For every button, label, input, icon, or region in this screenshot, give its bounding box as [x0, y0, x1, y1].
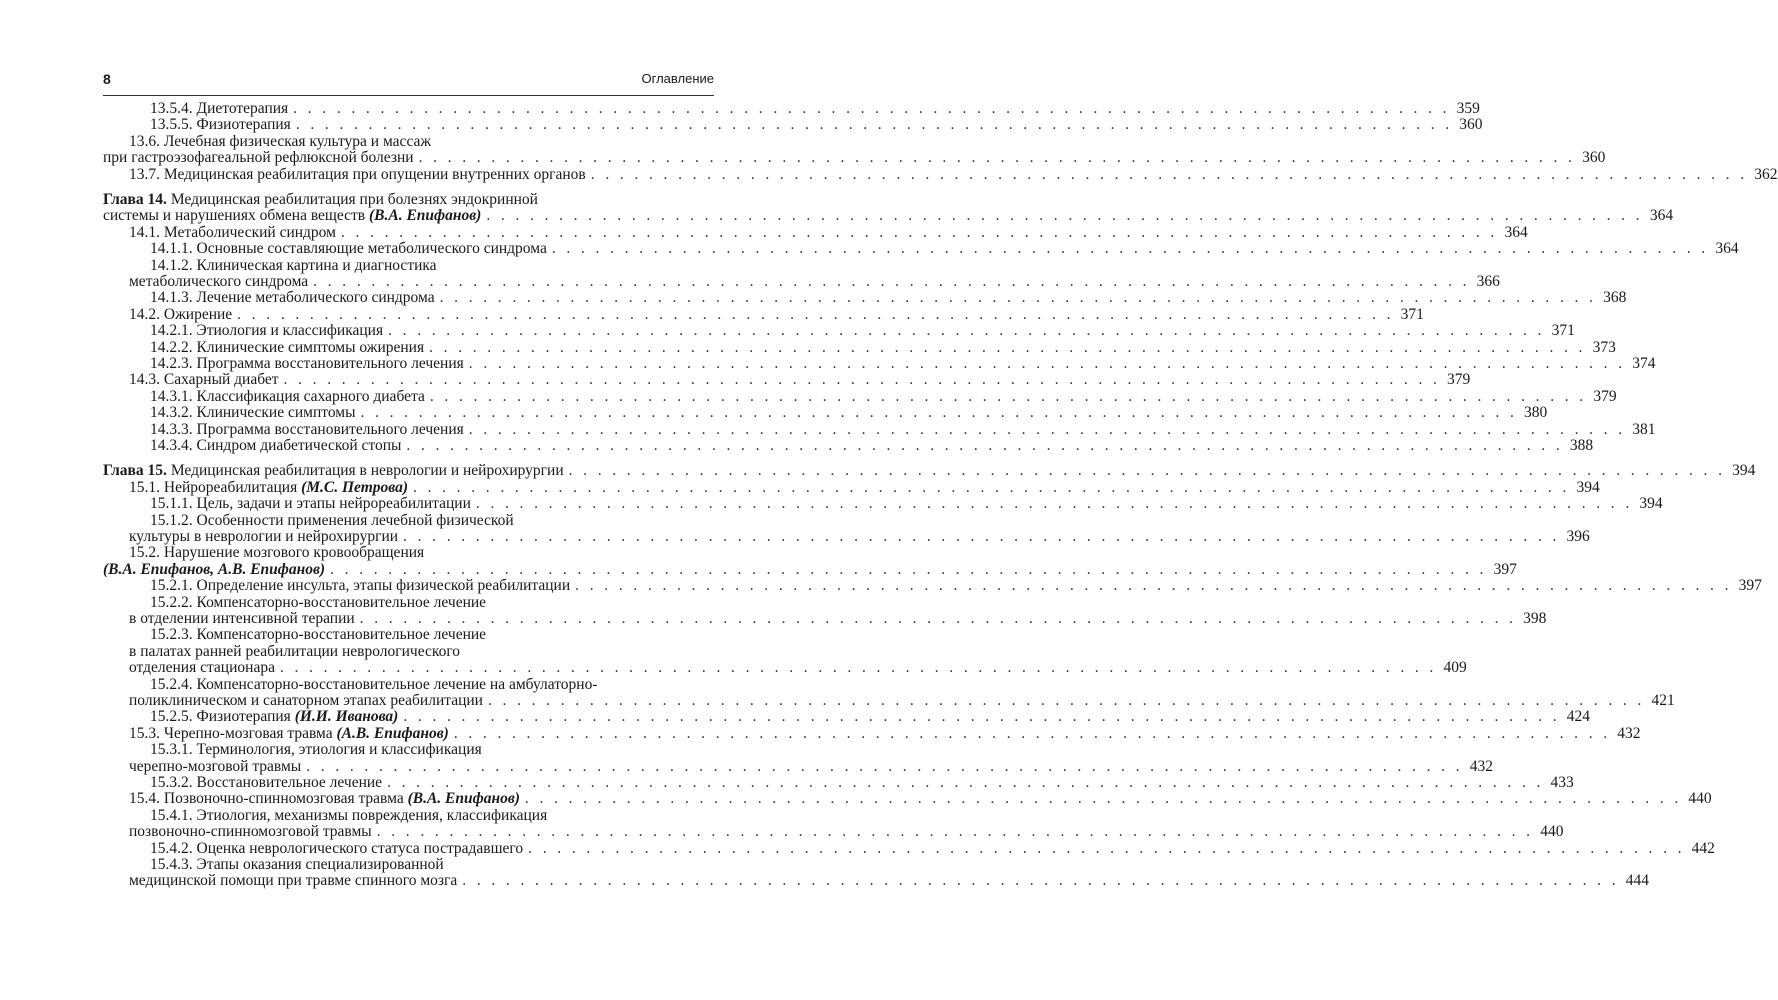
entry-title: 15.4. Позвоночно-спинномозговая травма	[129, 790, 408, 808]
entry-title: 15.1.2. Особенности применения лечебной физической	[150, 511, 514, 529]
toc-entry-text	[129, 306, 232, 323]
entry-author: (В.А. Епифанов)	[368, 207, 482, 225]
toc-entry-line	[150, 387, 1617, 405]
dot-leader: . . . . . . . . . . . . . . . . . . . . . . . . . . . . . . . . . . . . . . . . . . . . . . . . . . . . . . . . . . . . . . . . . . . . . . . . . . . . . . . .	[306, 757, 1463, 775]
entry-author: (В.А. Епифанов)	[407, 790, 520, 808]
toc-entry-text	[150, 741, 482, 758]
toc-entry-text	[150, 774, 382, 791]
entry-title: черепно-мозговой травмы	[129, 757, 302, 775]
page-ref: 379	[1593, 387, 1617, 405]
entry-title: 14.3.1. Классификация сахарного диабета	[150, 387, 425, 405]
toc-entry-text	[129, 479, 408, 496]
toc-entry-line	[150, 257, 713, 274]
dot-leader: . . . . . . . . . . . . . . . . . . . . . . . . . . . . . . . . . . . . . . . . . . . . . . . . . . . . . . . . . . . . . . . . . . . . . . . . . . . . . . . .	[439, 289, 1597, 307]
toc-entry-line	[150, 676, 713, 693]
toc-entry-text	[150, 116, 291, 133]
toc-entry-text	[129, 692, 483, 709]
entry-title: 15.2.3. Компенсаторно-восстановительное лечение	[150, 626, 487, 644]
entry-title: 14.3. Сахарный диабет	[129, 371, 279, 389]
entry-title: 14.3.2. Клинические симптомы	[150, 404, 356, 422]
toc-entry-line	[150, 577, 1762, 595]
toc-entry-text	[129, 544, 424, 561]
toc-entry-line	[150, 289, 1627, 307]
page-ref: 432	[1617, 724, 1641, 742]
toc-entry-line	[129, 371, 1471, 389]
toc-entry-text	[150, 404, 356, 421]
toc-entry-text	[150, 577, 570, 594]
dot-leader: . . . . . . . . . . . . . . . . . . . . . . . . . . . . . . . . . . . . . . . . . . . . . . . . . . . . . . . . . . . . . . . . . . . . . . . . . . . . . . . .	[388, 322, 1545, 340]
toc-entry-line	[129, 790, 1712, 808]
toc-entry-text	[129, 643, 460, 660]
entry-title: 14.2.1. Этиология и классификация	[150, 322, 384, 340]
entry-title: Медицинская реабилитация в неврологии и нейрохирургии	[166, 462, 564, 480]
entry-title: 15.1. Нейрореабилитация	[129, 478, 302, 496]
page-ref: 360	[1582, 149, 1606, 167]
dot-leader: . . . . . . . . . . . . . . . . . . . . . . . . . . . . . . . . . . . . . . . . . . . . . . . . . . . . . . . . . . . . . . . . . . . . . . . . . . . . . . . .	[359, 610, 1517, 627]
chapter-label: Глава 14.	[103, 191, 167, 208]
page-ref: 442	[1691, 839, 1715, 857]
page-ref: 394	[1639, 495, 1663, 513]
toc-entry-text	[150, 512, 514, 529]
toc-entry-text	[150, 807, 547, 824]
toc-entry-text	[129, 273, 308, 290]
page-ref: 379	[1447, 371, 1471, 389]
dot-leader: . . . . . . . . . . . . . . . . . . . . . . . . . . . . . . . . . . . . . . . . . . . . . . . . . . . . . . . . . . . . . . . . . . . . . . . . . . . . . . . .	[376, 823, 1534, 841]
page-ref: 409	[1443, 659, 1467, 677]
dot-leader: . . . . . . . . . . . . . . . . . . . . . . . . . . . . . . . . . . . . . . . . . . . . . . . . . . . . . . . . . . . . . . . . . . . . . . . . . . . . . . . .	[590, 165, 1748, 183]
toc-entry-line	[129, 478, 1600, 496]
dot-leader: . . . . . . . . . . . . . . . . . . . . . . . . . . . . . . . . . . . . . . . . . . . . . . . . . . . . . . . . . . . . . . . . . . . . . . . . . . . . . . . .	[237, 305, 1394, 323]
toc-entry-text	[150, 626, 486, 643]
page-ref: 364	[1504, 223, 1528, 241]
entry-title: 14.1.1. Основные составляющие метаболического синдрома	[150, 240, 547, 258]
toc-entry-line	[150, 594, 713, 611]
toc-entry-line	[150, 741, 713, 758]
entry-title: в отделении интенсивной терапии	[129, 610, 355, 627]
toc-entry-text	[103, 207, 481, 224]
toc-entry-text	[103, 191, 538, 208]
entry-title: 15.4.2. Оценка неврологического статуса пострадавшего	[150, 839, 524, 857]
toc-entry-line	[150, 404, 1548, 422]
toc-entry-text	[150, 421, 464, 438]
page-number: 8	[103, 71, 111, 87]
entry-title: 15.2.1. Определение инсульта, этапы физической реабилитации	[150, 577, 571, 595]
toc-entry-line	[150, 338, 1616, 356]
entry-title: позвоночно-спинномозговой травмы	[129, 823, 372, 841]
entry-title: 13.6. Лечебная физическая культура и массаж	[129, 132, 432, 150]
toc-entry-text	[150, 240, 547, 257]
toc-entry-text	[129, 166, 586, 183]
entry-title: 14.2. Ожирение	[129, 305, 233, 323]
entry-author: (М.С. Петрова)	[301, 478, 409, 496]
toc-entry-text	[103, 462, 564, 479]
toc-entry-line	[150, 420, 1656, 438]
toc-entry-line	[150, 355, 1656, 372]
entry-title: 15.1.1. Цель, задачи и этапы нейрореабилитации	[150, 495, 471, 513]
entry-title: Медицинская реабилитация при болезнях эндокринной	[166, 191, 538, 208]
toc-entry-line	[129, 528, 1590, 545]
page-ref: 368	[1603, 289, 1627, 307]
page-ref: 421	[1651, 692, 1675, 709]
entry-title: в палатах ранней реабилитации неврологического	[129, 642, 461, 660]
toc-entry-text	[150, 339, 424, 356]
toc-entry-line	[129, 643, 713, 660]
page-ref: 394	[1732, 462, 1756, 480]
dot-leader: . . . . . . . . . . . . . . . . . . . . . . . . . . . . . . . . . . . . . . . . . . . . . . . . . . . . . . . . . . . . . . . . . . . . . . . . . . . . . . . .	[568, 462, 1726, 480]
toc-entry-line	[150, 807, 713, 824]
toc-entry-line	[150, 856, 713, 873]
entry-title: 15.4.3. Этапы оказания специализированной	[150, 856, 444, 873]
entry-title: 15.3. Черепно-мозговая травма	[129, 724, 337, 742]
entry-author: (В.А. Епифанов, А.В. Епифанов)	[103, 560, 326, 578]
page-ref: 398	[1523, 610, 1547, 627]
toc-entry-line	[150, 100, 1480, 117]
page-ref: 362	[1754, 165, 1778, 183]
toc-entry-text	[129, 371, 279, 388]
page-ref: 364	[1649, 207, 1674, 225]
page-ref: 424	[1566, 708, 1591, 726]
toc-entry-text	[129, 659, 275, 676]
entry-author: (А.В. Епифанов)	[336, 724, 449, 742]
toc-entry-line	[150, 495, 1663, 513]
toc-entry-text	[150, 100, 288, 117]
toc-entry-text	[150, 355, 464, 372]
toc-entry-text	[129, 725, 449, 742]
dot-leader: . . . . . . . . . . . . . . . . . . . . . . . . . . . . . . . . . . . . . . . . . . . . . . . . . . . . . . . . . . . . . . . . . . . . . . . . . . . . . . . .	[575, 577, 1732, 595]
toc-entry-line	[150, 512, 713, 529]
toc-entry-line	[150, 116, 1483, 134]
entry-title: 14.2.3. Программа восстановительного лечения	[150, 355, 464, 372]
toc-entry-line	[129, 757, 1493, 775]
toc-entry-line	[103, 560, 1517, 578]
toc-entry-line	[129, 692, 1675, 709]
entry-title: 14.3.3. Программа восстановительного лечения	[150, 420, 464, 438]
toc-entry-line	[129, 659, 1467, 677]
dot-leader: . . . . . . . . . . . . . . . . . . . . . . . . . . . . . . . . . . . . . . . . . . . . . . . . . . . . . . . . . . . . . . . . . . . . . . . . . . . . . . . .	[462, 872, 1619, 890]
toc-entry-line	[129, 305, 1424, 323]
dot-leader: . . . . . . . . . . . . . . . . . . . . . . . . . . . . . . . . . . . . . . . . . . . . . . . . . . . . . . . . . . . . . . . . . . . . . . . . . . . . . . . .	[528, 839, 1685, 857]
toc-entry-text	[150, 594, 486, 611]
dot-leader: . . . . . . . . . . . . . . . . . . . . . . . . . . . . . . . . . . . . . . . . . . . . . . . . . . . . . . . . . . . . . . . . . . . . . . . . . . . . . . . .	[340, 223, 1498, 241]
entry-author: (И.И. Иванова)	[294, 708, 399, 726]
page-ref: 373	[1592, 338, 1616, 356]
dot-leader: . . . . . . . . . . . . . . . . . . . . . . . . . . . . . . . . . . . . . . . . . . . . . . . . . . . . . . . . . . . . . . . . . . . . . . . . . . . . . . . .	[413, 478, 1570, 496]
page-ref: 397	[1493, 560, 1517, 578]
dot-leader: . . . . . . . . . . . . . . . . . . . . . . . . . . . . . . . . . . . . . . . . . . . . . . . . . . . . . . . . . . . . . . . . . . . . . . . . . . . . . . . .	[429, 338, 1586, 356]
chapter-label: Глава 15.	[103, 462, 167, 480]
page-ref: 432	[1469, 757, 1493, 775]
entry-title: 14.1. Метаболический синдром	[129, 223, 336, 241]
dot-leader: . . . . . . . . . . . . . . . . . . . . . . . . . . . . . . . . . . . . . . . . . . . . . . . . . . . . . . . . . . . . . . . . . . . . . . . . . . . . . . . .	[406, 437, 1564, 454]
dot-leader: . . . . . . . . . . . . . . . . . . . . . . . . . . . . . . . . . . . . . . . . . . . . . . . . . . . . . . . . . . . . . . . . . . . . . . . . . . . . . . . .	[403, 528, 1560, 545]
dot-leader: . . . . . . . . . . . . . . . . . . . . . . . . . . . . . . . . . . . . . . . . . . . . . . . . . . . . . . . . . . . . . . . . . . . . . . . . . . . . . . . .	[475, 495, 1633, 513]
toc-entry-line	[129, 872, 1649, 890]
dot-leader: . . . . . . . . . . . . . . . . . . . . . . . . . . . . . . . . . . . . . . . . . . . . . . . . . . . . . . . . . . . . . . . . . . . . . . . . . . . . . . . .	[387, 774, 1544, 791]
entry-title: 15.2.2. Компенсаторно-восстановительное лечение	[150, 593, 487, 611]
toc-entry-text	[103, 149, 414, 166]
dot-leader: . . . . . . . . . . . . . . . . . . . . . . . . . . . . . . . . . . . . . . . . . . . . . . . . . . . . . . . . . . . . . . . . . . . . . . . . . . . . . . . .	[403, 708, 1561, 726]
toc-entry-line	[150, 774, 1574, 791]
entry-title: 14.3.4. Синдром диабетической стопы	[150, 437, 402, 454]
toc-entry-text	[150, 388, 425, 405]
toc-entry-text	[129, 528, 398, 545]
toc-entry-line	[150, 322, 1575, 340]
dot-leader: . . . . . . . . . . . . . . . . . . . . . . . . . . . . . . . . . . . . . . . . . . . . . . . . . . . . . . . . . . . . . . . . . . . . . . . . . . . . . . . .	[293, 100, 1450, 117]
toc-entry-line	[129, 165, 1778, 183]
toc-entry-text	[150, 257, 437, 274]
page-ref: 397	[1738, 577, 1762, 595]
toc-entry-text	[150, 437, 401, 454]
entry-title: при гастроэзофагеальной рефлюксной болезни	[103, 149, 414, 167]
toc-entry-text	[150, 322, 383, 339]
toc-entry-text	[129, 790, 520, 807]
dot-leader: . . . . . . . . . . . . . . . . . . . . . . . . . . . . . . . . . . . . . . . . . . . . . . . . . . . . . . . . . . . . . . . . . . . . . . . . . . . . . . . .	[429, 387, 1587, 405]
dot-leader: . . . . . . . . . . . . . . . . . . . . . . . . . . . . . . . . . . . . . . . . . . . . . . . . . . . . . . . . . . . . . . . . . . . . . . . . . . . . . . . .	[295, 116, 1453, 134]
entry-title: поликлиническом и санаторном этапах реабилитации	[129, 692, 483, 709]
dot-leader: . . . . . . . . . . . . . . . . . . . . . . . . . . . . . . . . . . . . . . . . . . . . . . . . . . . . . . . . . . . . . . . . . . . . . . . . . . . . . . . .	[453, 724, 1611, 742]
page-ref: 366	[1476, 273, 1500, 290]
toc-entry-text	[129, 133, 431, 150]
page-ref: 396	[1566, 528, 1590, 545]
page-ref: 371	[1400, 305, 1424, 323]
page-ref: 444	[1625, 872, 1649, 890]
toc-entry-text	[150, 856, 444, 873]
entry-title: 14.2.2. Клинические симптомы ожирения	[150, 338, 425, 356]
page-ref: 374	[1632, 355, 1656, 372]
toc-entry-line	[129, 133, 713, 150]
dot-leader: . . . . . . . . . . . . . . . . . . . . . . . . . . . . . . . . . . . . . . . . . . . . . . . . . . . . . . . . . . . . . . . . . . . . . . . . . . . . . . . .	[486, 207, 1644, 225]
entry-title: 15.3.1. Терминология, этиология и классификация	[150, 741, 482, 759]
page-ref: 359	[1456, 100, 1480, 117]
running-title: Оглавление	[641, 71, 714, 86]
toc-entry-text	[129, 610, 355, 627]
page-ref: 394	[1576, 478, 1600, 496]
dot-leader: . . . . . . . . . . . . . . . . . . . . . . . . . . . . . . . . . . . . . . . . . . . . . . . . . . . . . . . . . . . . . . . . . . . . . . . . . . . . . . . .	[468, 420, 1626, 438]
toc-entry-line	[150, 240, 1739, 258]
entry-title: 15.2. Нарушение мозгового кровообращения	[129, 544, 425, 562]
toc-entry-line	[129, 223, 1528, 241]
toc-entry-text	[150, 840, 523, 857]
page-ref: 371	[1551, 322, 1575, 340]
dot-leader: . . . . . . . . . . . . . . . . . . . . . . . . . . . . . . . . . . . . . . . . . . . . . . . . . . . . . . . . . . . . . . . . . . . . . . . . . . . . . . . .	[330, 560, 1487, 578]
toc-entry-text	[150, 708, 398, 725]
toc-entry-line	[129, 544, 713, 561]
page-header	[103, 70, 714, 88]
entry-title: 13.5.5. Физиотерапия	[150, 116, 291, 134]
entry-title: 14.1.3. Лечение метаболического синдрома	[150, 289, 435, 307]
entry-title: 15.2.4. Компенсаторно-восстановительное лечение на амбулаторно-	[150, 675, 598, 693]
page-ref: 360	[1459, 116, 1483, 134]
entry-title: 15.4.1. Этиология, механизмы повреждения, классификация	[150, 806, 548, 824]
toc-entry-line	[129, 610, 1547, 627]
toc-chapter-line	[103, 207, 1674, 225]
toc-entry-line	[150, 626, 713, 643]
page-ref: 440	[1540, 823, 1564, 841]
toc-entry-text	[150, 495, 471, 512]
page-ref: 388	[1569, 437, 1594, 454]
toc-entry-text	[129, 224, 336, 241]
toc-entry-text	[103, 561, 325, 578]
header-rule	[103, 95, 714, 96]
toc-entry-line	[129, 823, 1564, 841]
page-ref: 381	[1632, 420, 1656, 438]
dot-leader: . . . . . . . . . . . . . . . . . . . . . . . . . . . . . . . . . . . . . . . . . . . . . . . . . . . . . . . . . . . . . . . . . . . . . . . . . . . . . . . .	[283, 371, 1441, 389]
toc-chapter-line	[103, 462, 1756, 480]
toc-entry-line	[150, 839, 1715, 857]
dot-leader: . . . . . . . . . . . . . . . . . . . . . . . . . . . . . . . . . . . . . . . . . . . . . . . . . . . . . . . . . . . . . . . . . . . . . . . . . . . . . . . .	[418, 149, 1576, 167]
dot-leader: . . . . . . . . . . . . . . . . . . . . . . . . . . . . . . . . . . . . . . . . . . . . . . . . . . . . . . . . . . . . . . . . . . . . . . . . . . . . . . . .	[468, 355, 1626, 372]
dot-leader: . . . . . . . . . . . . . . . . . . . . . . . . . . . . . . . . . . . . . . . . . . . . . . . . . . . . . . . . . . . . . . . . . . . . . . . . . . . . . . . .	[524, 790, 1682, 808]
entry-title: отделения стационара	[129, 659, 275, 677]
entry-title: системы и нарушениях обмена веществ	[103, 207, 369, 225]
entry-title: культуры в неврологии и нейрохирургии	[129, 528, 399, 545]
toc-entry-text	[129, 758, 301, 775]
toc-entry-line	[150, 437, 1594, 454]
page-ref: 433	[1550, 774, 1574, 791]
toc-entry-line	[129, 273, 1500, 290]
toc-entry-text	[129, 872, 457, 889]
entry-title: метаболического синдрома	[129, 273, 309, 290]
entry-title: 13.7. Медицинская реабилитация при опущении внутренних органов	[129, 165, 586, 183]
dot-leader: . . . . . . . . . . . . . . . . . . . . . . . . . . . . . . . . . . . . . . . . . . . . . . . . . . . . . . . . . . . . . . . . . . . . . . . . . . . . . . . .	[360, 404, 1518, 422]
toc-entry-line	[129, 724, 1641, 742]
entry-title: 13.5.4. Диетотерапия	[150, 100, 289, 117]
dot-leader: . . . . . . . . . . . . . . . . . . . . . . . . . . . . . . . . . . . . . . . . . . . . . . . . . . . . . . . . . . . . . . . . . . . . . . . . . . . . . . . .	[551, 240, 1709, 258]
page-ref: 440	[1688, 790, 1712, 808]
dot-leader: . . . . . . . . . . . . . . . . . . . . . . . . . . . . . . . . . . . . . . . . . . . . . . . . . . . . . . . . . . . . . . . . . . . . . . . . . . . . . . . .	[279, 659, 1437, 677]
entry-title: медицинской помощи при травме спинного мозга	[129, 872, 458, 890]
toc-entry-text	[150, 676, 598, 693]
toc-chapter-line	[103, 191, 713, 208]
page-ref: 364	[1715, 240, 1739, 258]
toc-entry-text	[150, 289, 435, 306]
entry-title: 14.1.2. Клиническая картина и диагностика	[150, 256, 437, 274]
toc-entry-line	[150, 708, 1591, 726]
page-ref: 380	[1524, 404, 1548, 422]
dot-leader: . . . . . . . . . . . . . . . . . . . . . . . . . . . . . . . . . . . . . . . . . . . . . . . . . . . . . . . . . . . . . . . . . . . . . . . . . . . . . . . .	[313, 273, 1470, 290]
entry-title: 15.2.5. Физиотерапия	[150, 708, 295, 726]
toc-entry-line	[103, 149, 1606, 167]
dot-leader: . . . . . . . . . . . . . . . . . . . . . . . . . . . . . . . . . . . . . . . . . . . . . . . . . . . . . . . . . . . . . . . . . . . . . . . . . . . . . . . .	[487, 692, 1645, 709]
toc-entry-text	[129, 823, 372, 840]
entry-title: 15.3.2. Восстановительное лечение	[150, 774, 383, 791]
